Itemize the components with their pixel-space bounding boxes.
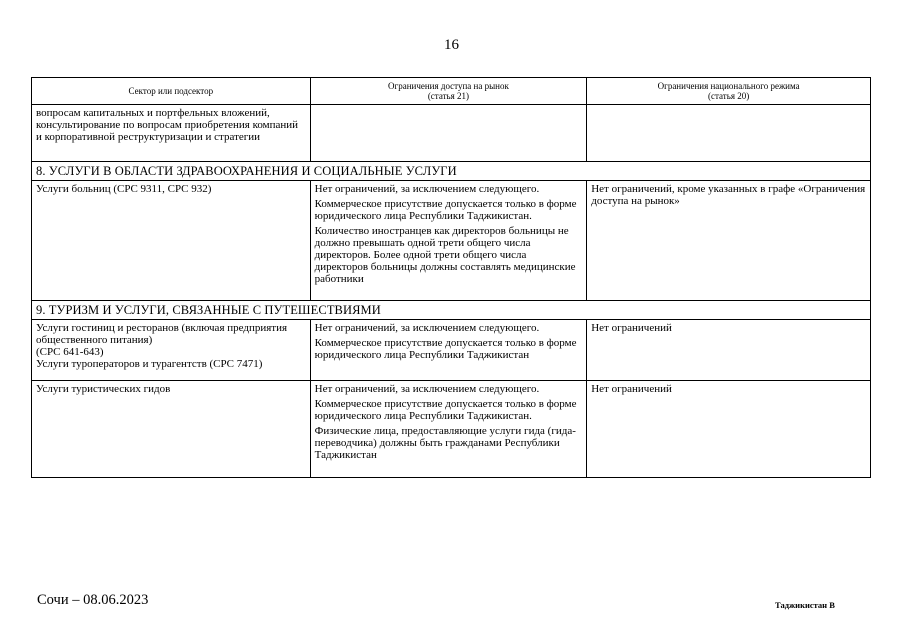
cell-sector: вопросам капитальных и портфельных вложений, консультирование по вопросам приобретения компаний и корпоративной реструктуризации и стратегии — [32, 105, 311, 162]
cell-national-treatment: Нет ограничений — [587, 320, 871, 381]
cell-national-treatment — [587, 105, 871, 162]
section-title-8: 8. УСЛУГИ В ОБЛАСТИ ЗДРАВООХРАНЕНИЯ И СОЦИАЛЬНЫЕ УСЛУГИ — [32, 162, 871, 181]
sector-paragraph: Услуги туроператоров и турагентств (CPC 7471) — [36, 358, 263, 370]
header-market-access-text: Ограничения доступа на рынок (статья 21) — [388, 81, 509, 101]
commitments-table — [31, 77, 871, 478]
section-heading-9 — [32, 301, 871, 320]
header-sector: Сектор или подсектор — [32, 78, 311, 105]
cell-sector: Услуги туристических гидов — [32, 381, 311, 478]
market-access-paragraph: Физические лица, предоставляющие услуги гида (гида-переводчика) должны быть гражданами Республики Таджикистан — [314, 425, 576, 461]
cell-market-access — [310, 105, 587, 162]
table-row-continuation — [32, 105, 871, 162]
header-market-access — [310, 78, 587, 105]
table-row-tourist-guides — [32, 381, 871, 478]
market-access-paragraph: Количество иностранцев как директоров больницы не должно превышать одной трети общего числа директоров. Более одной трети общего числа директоров больницы должны составлять медицинские работники — [314, 225, 576, 285]
market-access-paragraph: Нет ограничений, за исключением следующего. — [314, 322, 540, 334]
market-access-paragraph: Коммерческое присутствие допускается только в форме юридического лица Республики Таджикистан. — [314, 198, 577, 222]
header-national-treatment — [587, 78, 871, 105]
table-header-row — [32, 78, 871, 105]
section-heading-8 — [32, 162, 871, 181]
cell-market-access — [310, 381, 587, 478]
market-access-paragraph: Нет ограничений, за исключением следующего. — [314, 383, 540, 395]
table-row-hotels-restaurants — [32, 320, 871, 381]
cell-sector — [32, 320, 311, 381]
table-row-hospital-services — [32, 181, 871, 301]
section-title-9: 9. ТУРИЗМ И УСЛУГИ, СВЯЗАННЫЕ С ПУТЕШЕСТВИЯМИ — [32, 301, 871, 320]
market-access-paragraph: Коммерческое присутствие допускается только в форме юридического лица Республики Таджикистан. — [314, 398, 577, 422]
cell-sector: Услуги больниц (CPC 9311, CPC 932) — [32, 181, 311, 301]
page-number: 16 — [444, 37, 459, 53]
footer-date-location: Сочи – 08.06.2023 — [37, 592, 149, 608]
cell-market-access — [310, 320, 587, 381]
header-national-treatment-text: Ограничения национального режима (статья 20) — [657, 81, 800, 101]
cell-national-treatment: Нет ограничений — [587, 381, 871, 478]
market-access-paragraph: Коммерческое присутствие допускается только в форме юридического лица Республики Таджикистан — [314, 337, 577, 361]
market-access-paragraph: Нет ограничений, за исключением следующего. — [314, 183, 540, 195]
cell-national-treatment: Нет ограничений, кроме указанных в графе «Ограничения доступа на рынок» — [587, 181, 871, 301]
footer-country-label: Таджикистан В — [775, 600, 835, 610]
sector-paragraph: Услуги гостиниц и ресторанов (включая предприятия общественного питания) (CPC 641-643) — [36, 322, 288, 358]
cell-market-access — [310, 181, 587, 301]
